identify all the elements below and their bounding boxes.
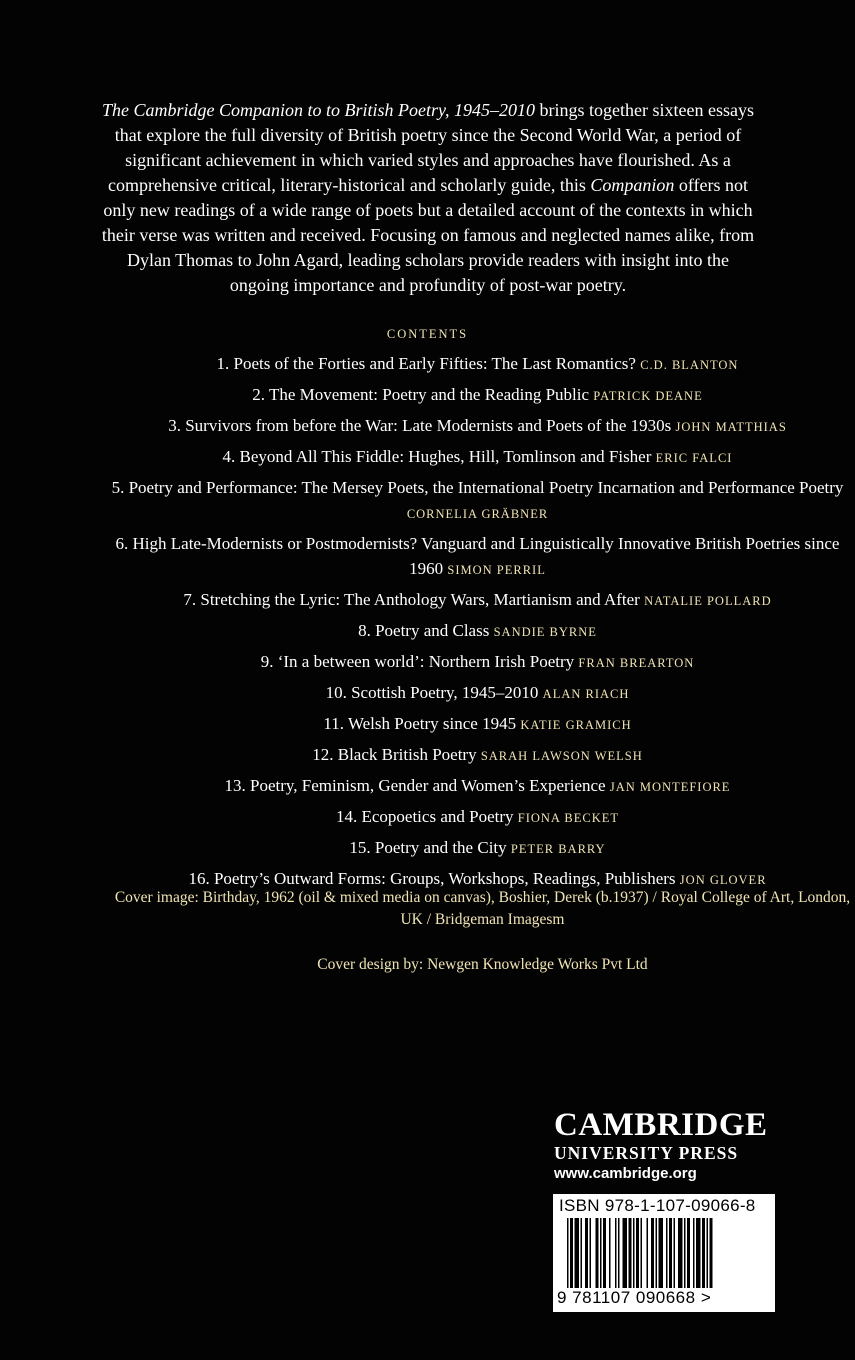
toc-entry <box>110 835 845 862</box>
toc-entry <box>110 680 845 707</box>
barcode-bar <box>693 1218 695 1288</box>
publisher-logo <box>554 1108 774 1184</box>
toc-entry-title: 9. ‘In a between world’: Northern Irish Poetry <box>260 652 579 671</box>
toc-entry <box>110 587 845 614</box>
barcode-digits: 9 781107 090668 > <box>557 1288 712 1307</box>
publisher-name: CAMBRIDGE <box>554 1107 768 1143</box>
blurb-text-1: brings together sixteen essays that explore the full diversity of British poetry since the Second World War, a period of significant achievement in which varied styles and approaches have flourished. As a comprehensive critical, literary-historical and scholarly guide, this <box>107 100 754 195</box>
toc-entry-title: 10. Scottish Poetry, 1945–2010 <box>325 683 543 702</box>
cover-design-credit: Cover design by: Newgen Knowledge Works Pvt Ltd <box>317 956 648 973</box>
barcode-bar <box>618 1218 620 1288</box>
barcode-bar <box>567 1218 569 1288</box>
barcode-bar <box>641 1218 643 1288</box>
toc-entry <box>110 444 845 471</box>
toc-entry-title: 13. Poetry, Feminism, Gender and Women’s Experience <box>224 776 610 795</box>
toc-entry <box>110 531 845 583</box>
toc-entry-title: 14. Ecopoetics and Poetry <box>335 807 518 826</box>
toc-entry-author: PATRICK DEANE <box>593 389 703 403</box>
blurb-text-2: offers not only new readings of a wide range of poets but a detailed account of the contexts in which their verse was written and received. Focusing on famous and neglected names alike, from Dylan Thomas to John Agard, leading scholars provide readers with insight into the ongoing importance and profundity of post-war poetry. <box>101 175 755 295</box>
barcode-bar <box>678 1218 683 1288</box>
toc-entry-author: NATALIE POLLARD <box>644 594 772 608</box>
toc-entry <box>110 618 845 645</box>
toc-entry-author: C.D. BLANTON <box>640 358 739 372</box>
toc-entry-author: FIONA BECKET <box>517 811 619 825</box>
toc-entry-title: 6. High Late-Modernists or Postmodernists? Vanguard and Linguistically Innovative British Poetries since 1960 <box>115 534 840 578</box>
toc-entry-author: JON GLOVER <box>679 873 767 887</box>
barcode-bar <box>707 1218 709 1288</box>
barcode-bar <box>570 1218 573 1288</box>
toc-entry-title: 15. Poetry and the City <box>349 838 511 857</box>
toc-entry <box>110 649 845 676</box>
barcode-bar <box>636 1218 639 1288</box>
toc-entry-title: 7. Stretching the Lyric: The Anthology Wars, Martianism and After <box>183 590 645 609</box>
toc-entry-author: PETER BARRY <box>510 842 606 856</box>
isbn-barcode <box>553 1194 775 1312</box>
toc-entry-author: SIMON PERRIL <box>447 563 546 577</box>
book-title: The Cambridge Companion to to British Poetry, 1945–2010 <box>102 100 536 120</box>
toc-entry-title: 4. Beyond All This Fiddle: Hughes, Hill, Tomlinson and Fisher <box>222 447 656 466</box>
barcode-bars <box>567 1218 763 1290</box>
toc-entry-title: 2. The Movement: Poetry and the Reading Public <box>252 385 594 404</box>
barcode-bar <box>647 1218 649 1288</box>
toc-entry-author: FRAN BREARTON <box>578 656 695 670</box>
toc-entry-author: SANDIE BYRNE <box>493 625 597 639</box>
barcode-bar <box>651 1218 654 1288</box>
table-of-contents <box>110 351 845 897</box>
barcode-bar <box>702 1218 705 1288</box>
toc-entry-author: JOHN MATTHIAS <box>675 420 787 434</box>
toc-entry-title: 12. Black British Poetry <box>312 745 481 764</box>
barcode-bar <box>674 1218 676 1288</box>
barcode-bar <box>710 1218 713 1288</box>
barcode-bar <box>669 1218 672 1288</box>
toc-entry-title: 8. Poetry and Class <box>358 621 494 640</box>
barcode-bar <box>600 1218 602 1288</box>
barcode-bar <box>575 1218 580 1288</box>
publisher-url: www.cambridge.org <box>554 1165 697 1182</box>
toc-entry-author: JAN MONTEFIORE <box>609 780 731 794</box>
cover-image-credit: Cover image: Birthday, 1962 (oil & mixed media on canvas), Boshier, Derek (b.1937) / Royal College of Art, London, UK / Bridgeman Imagesm <box>114 889 851 928</box>
toc-entry <box>110 711 845 738</box>
toc-entry-title: 5. Poetry and Performance: The Mersey Poets, the International Poetry Incarnation and Performance Poetry <box>111 478 844 497</box>
barcode-bar <box>603 1218 606 1288</box>
barcode-bar <box>590 1218 592 1288</box>
barcode-bar <box>623 1218 628 1288</box>
isbn-label: ISBN 978-1-107-09066-8 <box>559 1196 756 1215</box>
barcode-bar <box>629 1218 632 1288</box>
barcode-bar <box>585 1218 588 1288</box>
toc-entry <box>110 773 845 800</box>
toc-entry-title: 16. Poetry’s Outward Forms: Groups, Workshops, Readings, Publishers <box>188 869 680 888</box>
publisher-press: UNIVERSITY PRESS <box>554 1143 739 1163</box>
contents-heading: CONTENTS <box>386 327 469 341</box>
toc-entry-title: 11. Welsh Poetry since 1945 <box>323 714 521 733</box>
barcode-bar <box>581 1218 583 1288</box>
barcode-bar <box>656 1218 658 1288</box>
toc-entry-author: SARAH LAWSON WELSH <box>480 749 643 763</box>
companion-word: Companion <box>590 175 675 195</box>
toc-entry <box>110 382 845 409</box>
barcode-bar <box>659 1218 664 1288</box>
barcode-bar <box>696 1218 701 1288</box>
barcode-bar <box>609 1218 611 1288</box>
barcode-bar <box>684 1218 686 1288</box>
toc-entry-author: CORNELIA GRÄBNER <box>406 507 549 521</box>
toc-entry-author: ERIC FALCI <box>655 451 733 465</box>
toc-entry <box>110 475 845 527</box>
toc-entry <box>110 413 845 440</box>
toc-entry <box>110 804 845 831</box>
toc-entry <box>110 351 845 378</box>
toc-entry <box>110 742 845 769</box>
barcode-bar <box>633 1218 635 1288</box>
description-blurb <box>100 98 756 298</box>
toc-entry-title: 3. Survivors from before the War: Late Modernists and Poets of the 1930s <box>168 416 676 435</box>
barcode-bar <box>596 1218 599 1288</box>
barcode-bar <box>687 1218 690 1288</box>
toc-entry-author: ALAN RIACH <box>542 687 630 701</box>
toc-entry-title: 1. Poets of the Forties and Early Fifties: The Last Romantics? <box>216 354 641 373</box>
toc-entry-author: KATIE GRAMICH <box>520 718 632 732</box>
barcode-bar <box>666 1218 668 1288</box>
barcode-bar <box>615 1218 617 1288</box>
